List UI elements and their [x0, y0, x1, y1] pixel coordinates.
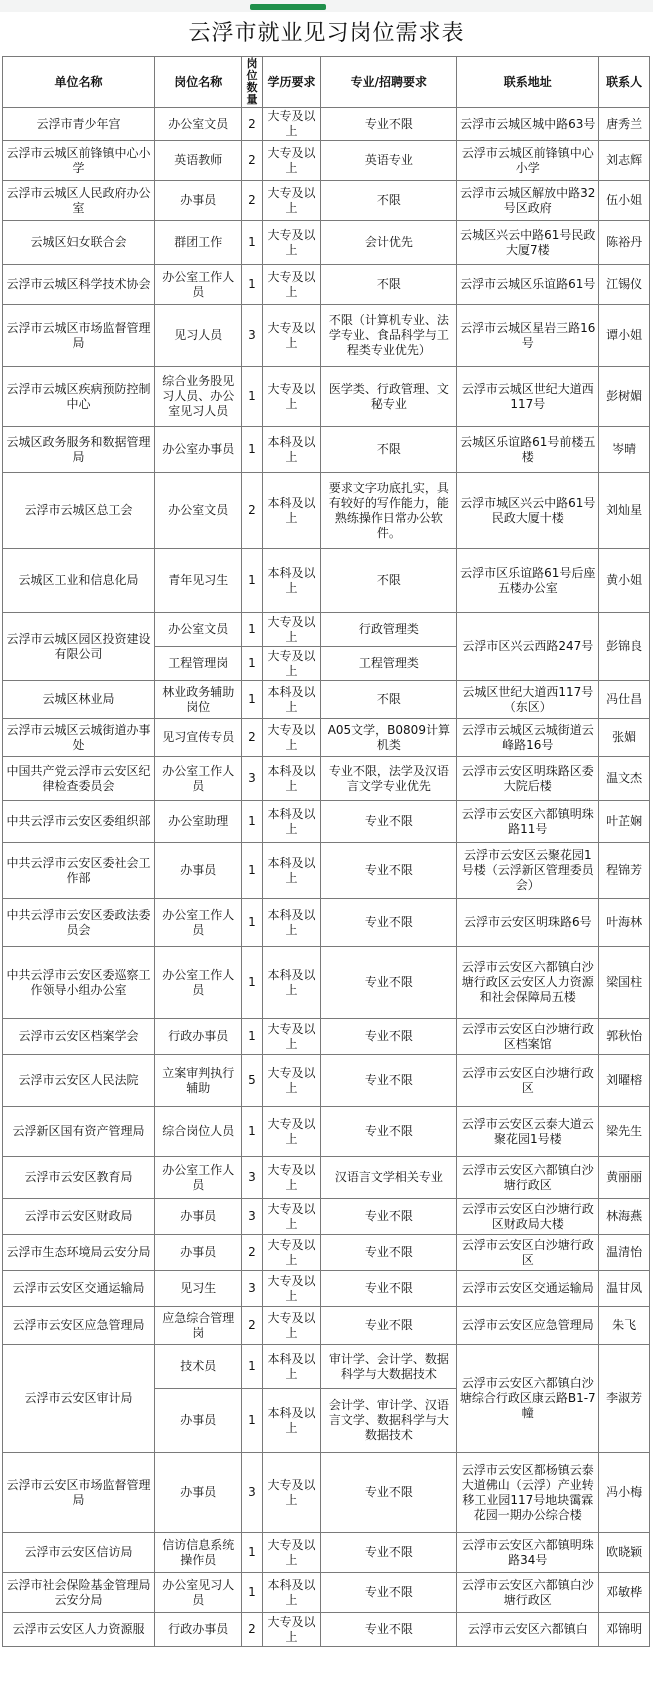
count-cell[interactable]: 1	[242, 947, 262, 1019]
post-cell[interactable]: 工程管理岗	[155, 647, 242, 681]
education-cell[interactable]: 大专及以上	[262, 613, 321, 647]
contact-cell[interactable]: 叶海林	[599, 899, 650, 947]
major-cell[interactable]: 审计学、会计学、数据科学与大数据技术	[321, 1345, 457, 1389]
header-contact: 联系人	[599, 57, 650, 108]
education-cell[interactable]: 大专及以上	[262, 221, 321, 265]
post-cell[interactable]: 办事员	[155, 1453, 242, 1533]
table-row	[3, 108, 650, 141]
contact-cell[interactable]: 唐秀兰	[599, 108, 650, 141]
major-cell[interactable]: 专业不限，法学及汉语言文学专业优先	[321, 757, 457, 801]
count-cell[interactable]: 5	[242, 1055, 262, 1107]
major-cell[interactable]: 专业不限	[321, 1573, 457, 1613]
unit-cell[interactable]: 中共云浮市云安区委社会工作部	[3, 843, 155, 899]
education-cell[interactable]: 本科及以上	[262, 1389, 321, 1453]
table-row	[3, 1453, 650, 1533]
contact-cell[interactable]: 梁国柱	[599, 947, 650, 1019]
table-row	[3, 757, 650, 801]
contact-cell[interactable]: 岑晴	[599, 427, 650, 473]
education-cell[interactable]: 大专及以上	[262, 1199, 321, 1235]
major-cell[interactable]: 工程管理类	[321, 647, 457, 681]
post-cell[interactable]: 办公室见习人员	[155, 1573, 242, 1613]
address-cell[interactable]: 云浮市云安区白沙塘行政区	[457, 1055, 599, 1107]
contact-cell[interactable]: 林海燕	[599, 1199, 650, 1235]
job-demand-table	[2, 56, 650, 1647]
education-cell[interactable]: 本科及以上	[262, 681, 321, 719]
major-cell[interactable]: 专业不限	[321, 1613, 457, 1647]
address-cell[interactable]: 云浮市云安区应急管理局	[457, 1307, 599, 1345]
count-cell[interactable]: 1	[242, 647, 262, 681]
post-cell[interactable]: 办公室文员	[155, 473, 242, 549]
contact-cell[interactable]: 郭秋怡	[599, 1019, 650, 1055]
table-row	[3, 1055, 650, 1107]
post-cell[interactable]: 技术员	[155, 1345, 242, 1389]
unit-cell[interactable]: 云浮市云城区市场监督管理局	[3, 305, 155, 367]
unit-cell[interactable]: 云浮市云安区交通运输局	[3, 1271, 155, 1307]
address-cell[interactable]: 云浮市云安区云聚花园1号楼（云浮新区管理委员会）	[457, 843, 599, 899]
major-cell[interactable]: 行政管理类	[321, 613, 457, 647]
address-cell[interactable]: 云城区乐谊路61号前楼五楼	[457, 427, 599, 473]
count-cell[interactable]: 3	[242, 1271, 262, 1307]
post-cell[interactable]: 行政办事员	[155, 1613, 242, 1647]
address-cell[interactable]: 云城区兴云中路61号民政大厦7楼	[457, 221, 599, 265]
post-cell[interactable]: 办公室助理	[155, 801, 242, 843]
contact-cell[interactable]: 程锦芳	[599, 843, 650, 899]
education-cell[interactable]: 大专及以上	[262, 1157, 321, 1199]
address-cell[interactable]: 云浮市城区兴云中路61号民政大厦十楼	[457, 473, 599, 549]
education-cell[interactable]: 大专及以上	[262, 1613, 321, 1647]
table-row	[3, 947, 650, 1019]
address-cell[interactable]: 云浮市云安区六都镇白沙塘行政区云安区人力资源和社会保障局五楼	[457, 947, 599, 1019]
count-cell[interactable]: 1	[242, 367, 262, 427]
address-cell[interactable]: 云浮市云城区世纪大道西117号	[457, 367, 599, 427]
unit-cell[interactable]: 云浮市云安区人民法院	[3, 1055, 155, 1107]
unit-cell[interactable]: 云浮市云安区人力资源服	[3, 1613, 155, 1647]
education-cell[interactable]: 本科及以上	[262, 1345, 321, 1389]
major-cell[interactable]: 专业不限	[321, 1453, 457, 1533]
address-cell[interactable]: 云浮市云安区六都镇白	[457, 1613, 599, 1647]
contact-cell[interactable]: 叶芷娴	[599, 801, 650, 843]
major-cell[interactable]: 医学类、行政管理、文秘专业	[321, 367, 457, 427]
count-cell[interactable]: 2	[242, 1307, 262, 1345]
address-cell[interactable]: 云浮市云城区解放中路32号区政府	[457, 181, 599, 221]
education-cell[interactable]: 本科及以上	[262, 473, 321, 549]
post-cell[interactable]: 综合业务股见习人员、办公室见习人员	[155, 367, 242, 427]
count-cell[interactable]: 1	[242, 1345, 262, 1389]
major-cell[interactable]: 会计学、审计学、汉语言文学、数据科学与大数据技术	[321, 1389, 457, 1453]
post-cell[interactable]: 办事员	[155, 181, 242, 221]
address-cell[interactable]: 云浮市云安区明珠路区委大院后楼	[457, 757, 599, 801]
post-cell[interactable]: 办事员	[155, 1235, 242, 1271]
count-cell[interactable]: 1	[242, 1533, 262, 1573]
major-cell[interactable]: 专业不限	[321, 1533, 457, 1573]
education-cell[interactable]: 大专及以上	[262, 1019, 321, 1055]
education-cell[interactable]: 本科及以上	[262, 757, 321, 801]
contact-cell[interactable]: 冯仕昌	[599, 681, 650, 719]
address-cell[interactable]: 云浮市云安区明珠路6号	[457, 899, 599, 947]
count-cell[interactable]: 1	[242, 899, 262, 947]
address-cell[interactable]: 云浮市云安区都杨镇云泰大道佛山（云浮）产业转移工业园117号地块霭霖花园一期办公综合楼	[457, 1453, 599, 1533]
post-cell[interactable]: 英语教师	[155, 141, 242, 181]
count-cell[interactable]: 2	[242, 473, 262, 549]
post-cell[interactable]: 信访信息系统操作员	[155, 1533, 242, 1573]
unit-cell[interactable]: 云浮市社会保险基金管理局云安分局	[3, 1573, 155, 1613]
education-cell[interactable]: 大专及以上	[262, 1235, 321, 1271]
education-cell[interactable]: 本科及以上	[262, 843, 321, 899]
header-unit: 单位名称	[3, 57, 155, 108]
count-cell[interactable]: 3	[242, 305, 262, 367]
unit-cell[interactable]: 云浮市云城区疾病预防控制中心	[3, 367, 155, 427]
table-row	[3, 1533, 650, 1573]
major-cell[interactable]: 专业不限	[321, 947, 457, 1019]
education-cell[interactable]: 大专及以上	[262, 1271, 321, 1307]
major-cell[interactable]: 不限（计算机专业、法学专业、食品科学与工程类专业优先）	[321, 305, 457, 367]
table-row	[3, 367, 650, 427]
education-cell[interactable]: 本科及以上	[262, 1573, 321, 1613]
table-row	[3, 1271, 650, 1307]
contact-cell[interactable]: 刘灿星	[599, 473, 650, 549]
unit-cell[interactable]: 中国共产党云浮市云安区纪律检查委员会	[3, 757, 155, 801]
contact-cell[interactable]: 邓敏桦	[599, 1573, 650, 1613]
major-cell[interactable]: 专业不限	[321, 801, 457, 843]
count-cell[interactable]: 1	[242, 681, 262, 719]
table-row	[3, 473, 650, 549]
header-post: 岗位名称	[155, 57, 242, 108]
post-cell[interactable]: 办事员	[155, 1389, 242, 1453]
address-cell[interactable]: 云浮市云城区前锋镇中心小学	[457, 141, 599, 181]
contact-cell[interactable]: 温文杰	[599, 757, 650, 801]
education-cell[interactable]: 大专及以上	[262, 265, 321, 305]
address-cell[interactable]: 云浮市区乐谊路61号后座五楼办公室	[457, 549, 599, 613]
unit-cell[interactable]: 中共云浮市云安区委巡察工作领导小组办公室	[3, 947, 155, 1019]
address-cell[interactable]: 云浮市云城区城中路63号	[457, 108, 599, 141]
unit-cell[interactable]: 云浮市云安区审计局	[3, 1345, 155, 1453]
count-cell[interactable]: 1	[242, 613, 262, 647]
major-cell[interactable]: 专业不限	[321, 843, 457, 899]
education-cell[interactable]: 大专及以上	[262, 108, 321, 141]
table-row	[3, 843, 650, 899]
unit-cell[interactable]: 云浮市云城区园区投资建设有限公司	[3, 613, 155, 681]
contact-cell[interactable]: 朱飞	[599, 1307, 650, 1345]
post-cell[interactable]: 办公室办事员	[155, 427, 242, 473]
post-cell[interactable]: 见习人员	[155, 305, 242, 367]
contact-cell[interactable]: 冯小梅	[599, 1453, 650, 1533]
contact-cell[interactable]: 彭锦良	[599, 613, 650, 681]
education-cell[interactable]: 本科及以上	[262, 801, 321, 843]
address-cell[interactable]: 云浮市云安区六都镇白沙塘行政区	[457, 1157, 599, 1199]
education-cell[interactable]: 本科及以上	[262, 549, 321, 613]
major-cell[interactable]: 专业不限	[321, 1235, 457, 1271]
count-cell[interactable]: 1	[242, 1019, 262, 1055]
address-cell[interactable]: 云城区世纪大道西117号（东区）	[457, 681, 599, 719]
active-sheet-tab[interactable]	[250, 4, 326, 10]
education-cell[interactable]: 大专及以上	[262, 141, 321, 181]
post-cell[interactable]: 见习宣传专员	[155, 719, 242, 757]
contact-cell[interactable]: 伍小姐	[599, 181, 650, 221]
table-row	[3, 181, 650, 221]
contact-cell[interactable]: 邓锦明	[599, 1613, 650, 1647]
table-row	[3, 265, 650, 305]
table-row	[3, 221, 650, 265]
unit-cell[interactable]: 云浮市云城区总工会	[3, 473, 155, 549]
major-cell[interactable]: 不限	[321, 265, 457, 305]
major-cell[interactable]: 要求文字功底扎实，具有较好的写作能力，能熟练操作日常办公软件。	[321, 473, 457, 549]
address-cell[interactable]: 云浮市云城区星岩三路16号	[457, 305, 599, 367]
major-cell[interactable]: 专业不限	[321, 1107, 457, 1157]
table-row	[3, 719, 650, 757]
table-row	[3, 899, 650, 947]
major-cell[interactable]: 汉语言文学相关专业	[321, 1157, 457, 1199]
table-row	[3, 1307, 650, 1345]
table-row	[3, 427, 650, 473]
unit-cell[interactable]: 云城区政务服务和数据管理局	[3, 427, 155, 473]
contact-cell[interactable]: 李淑芳	[599, 1345, 650, 1453]
header-count: 岗位数量	[242, 57, 262, 108]
count-cell[interactable]: 1	[242, 843, 262, 899]
education-cell[interactable]: 大专及以上	[262, 305, 321, 367]
table-row	[3, 681, 650, 719]
table-row	[3, 1573, 650, 1613]
post-cell[interactable]: 办公室文员	[155, 108, 242, 141]
count-cell[interactable]: 2	[242, 108, 262, 141]
table-row	[3, 1157, 650, 1199]
unit-cell[interactable]: 中共云浮市云安区委组织部	[3, 801, 155, 843]
address-cell[interactable]: 云浮市云安区云泰大道云聚花园1号楼	[457, 1107, 599, 1157]
contact-cell[interactable]: 刘志辉	[599, 141, 650, 181]
header-address: 联系地址	[457, 57, 599, 108]
count-cell[interactable]: 1	[242, 801, 262, 843]
education-cell[interactable]: 本科及以上	[262, 427, 321, 473]
count-cell[interactable]: 1	[242, 221, 262, 265]
contact-cell[interactable]: 温甘凤	[599, 1271, 650, 1307]
table-row	[3, 549, 650, 613]
contact-cell[interactable]: 刘曜榕	[599, 1055, 650, 1107]
address-cell[interactable]: 云浮市云安区白沙塘行政区	[457, 1235, 599, 1271]
major-cell[interactable]: 专业不限	[321, 108, 457, 141]
unit-cell[interactable]: 云浮市云安区档案学会	[3, 1019, 155, 1055]
unit-cell[interactable]: 云城区妇女联合会	[3, 221, 155, 265]
contact-cell[interactable]: 张媚	[599, 719, 650, 757]
major-cell[interactable]: 不限	[321, 681, 457, 719]
contact-cell[interactable]: 彭树媚	[599, 367, 650, 427]
unit-cell[interactable]: 中共云浮市云安区委政法委员会	[3, 899, 155, 947]
post-cell[interactable]: 综合岗位人员	[155, 1107, 242, 1157]
address-cell[interactable]: 云浮市云城区云城街道云峰路16号	[457, 719, 599, 757]
post-cell[interactable]: 行政办事员	[155, 1019, 242, 1055]
education-cell[interactable]: 大专及以上	[262, 1453, 321, 1533]
table-row	[3, 1199, 650, 1235]
major-cell[interactable]: 会计优先	[321, 221, 457, 265]
contact-cell[interactable]: 黄丽丽	[599, 1157, 650, 1199]
education-cell[interactable]: 大专及以上	[262, 647, 321, 681]
post-cell[interactable]: 群团工作	[155, 221, 242, 265]
unit-cell[interactable]: 云浮新区国有资产管理局	[3, 1107, 155, 1157]
unit-cell[interactable]: 云浮市云安区市场监督管理局	[3, 1453, 155, 1533]
header-major: 专业/招聘要求	[321, 57, 457, 108]
major-cell[interactable]: 专业不限	[321, 1055, 457, 1107]
table-row	[3, 1019, 650, 1055]
count-cell[interactable]: 2	[242, 141, 262, 181]
count-cell[interactable]: 1	[242, 1389, 262, 1453]
education-cell[interactable]: 大专及以上	[262, 1307, 321, 1345]
count-cell[interactable]: 2	[242, 1235, 262, 1271]
address-cell[interactable]: 云浮市云安区白沙塘行政区财政局大楼	[457, 1199, 599, 1235]
table-row	[3, 1235, 650, 1271]
post-cell[interactable]: 办公室工作人员	[155, 947, 242, 1019]
post-cell[interactable]: 办事员	[155, 843, 242, 899]
count-cell[interactable]: 2	[242, 719, 262, 757]
table-row	[3, 141, 650, 181]
post-cell[interactable]: 办公室工作人员	[155, 265, 242, 305]
major-cell[interactable]: 不限	[321, 549, 457, 613]
count-cell[interactable]: 3	[242, 1453, 262, 1533]
count-cell[interactable]: 1	[242, 1107, 262, 1157]
unit-cell[interactable]: 云浮市云安区信访局	[3, 1533, 155, 1573]
count-cell[interactable]: 2	[242, 181, 262, 221]
table-row	[3, 801, 650, 843]
unit-cell[interactable]: 云浮市云城区科学技术协会	[3, 265, 155, 305]
post-cell[interactable]: 办公室工作人员	[155, 757, 242, 801]
address-cell[interactable]: 云浮市云安区六都镇白沙塘综合行政区康云路B1-7幢	[457, 1345, 599, 1453]
major-cell[interactable]: 不限	[321, 427, 457, 473]
major-cell[interactable]: 专业不限	[321, 1019, 457, 1055]
address-cell[interactable]: 云浮市云安区六都镇明珠路34号	[457, 1533, 599, 1573]
unit-cell[interactable]: 云浮市云安区应急管理局	[3, 1307, 155, 1345]
count-cell[interactable]: 2	[242, 1613, 262, 1647]
header-row	[3, 57, 650, 108]
major-cell[interactable]: 不限	[321, 181, 457, 221]
education-cell[interactable]: 本科及以上	[262, 947, 321, 1019]
education-cell[interactable]: 大专及以上	[262, 181, 321, 221]
contact-cell[interactable]: 温清怡	[599, 1235, 650, 1271]
major-cell[interactable]: A05文学，B0809计算机类	[321, 719, 457, 757]
table-row	[3, 613, 650, 647]
contact-cell[interactable]: 欧晓颖	[599, 1533, 650, 1573]
unit-cell[interactable]: 云浮市生态环境局云安分局	[3, 1235, 155, 1271]
post-cell[interactable]: 办公室工作人员	[155, 899, 242, 947]
post-cell[interactable]: 办事员	[155, 1199, 242, 1235]
count-cell[interactable]: 3	[242, 1157, 262, 1199]
address-cell[interactable]: 云浮市云安区六都镇白沙塘行政区	[457, 1573, 599, 1613]
count-cell[interactable]: 1	[242, 265, 262, 305]
contact-cell[interactable]: 陈裕丹	[599, 221, 650, 265]
post-cell[interactable]: 青年见习生	[155, 549, 242, 613]
count-cell[interactable]: 1	[242, 549, 262, 613]
contact-cell[interactable]: 梁先生	[599, 1107, 650, 1157]
contact-cell[interactable]: 黄小姐	[599, 549, 650, 613]
sheet-tab-strip	[0, 0, 653, 12]
address-cell[interactable]: 云浮市云安区白沙塘行政区档案馆	[457, 1019, 599, 1055]
count-cell[interactable]: 1	[242, 1573, 262, 1613]
education-cell[interactable]: 本科及以上	[262, 899, 321, 947]
unit-cell[interactable]: 云浮市云城区人民政府办公室	[3, 181, 155, 221]
count-cell[interactable]: 1	[242, 427, 262, 473]
unit-cell[interactable]: 云浮市云城区云城街道办事处	[3, 719, 155, 757]
unit-cell[interactable]: 云浮市云安区财政局	[3, 1199, 155, 1235]
table-row	[3, 1107, 650, 1157]
count-cell[interactable]: 3	[242, 1199, 262, 1235]
major-cell[interactable]: 专业不限	[321, 1199, 457, 1235]
table-row	[3, 305, 650, 367]
major-cell[interactable]: 专业不限	[321, 1271, 457, 1307]
unit-cell[interactable]: 云城区林业局	[3, 681, 155, 719]
education-cell[interactable]: 大专及以上	[262, 1107, 321, 1157]
address-cell[interactable]: 云浮市云安区交通运输局	[457, 1271, 599, 1307]
page-title: 云浮市就业见习岗位需求表	[188, 21, 465, 46]
unit-cell[interactable]: 云浮市云城区前锋镇中心小学	[3, 141, 155, 181]
table-row	[3, 1613, 650, 1647]
major-cell[interactable]: 英语专业	[321, 141, 457, 181]
table-row	[3, 1345, 650, 1389]
education-cell[interactable]: 大专及以上	[262, 367, 321, 427]
address-cell[interactable]: 云浮市区兴云西路247号	[457, 613, 599, 681]
unit-cell[interactable]: 云浮市青少年宫	[3, 108, 155, 141]
major-cell[interactable]: 专业不限	[321, 1307, 457, 1345]
education-cell[interactable]: 大专及以上	[262, 1533, 321, 1573]
header-education: 学历要求	[262, 57, 321, 108]
post-cell[interactable]: 林业政务辅助岗位	[155, 681, 242, 719]
major-cell[interactable]: 专业不限	[321, 899, 457, 947]
contact-cell[interactable]: 江锡仪	[599, 265, 650, 305]
post-cell[interactable]: 见习生	[155, 1271, 242, 1307]
post-cell[interactable]: 办公室工作人员	[155, 1157, 242, 1199]
unit-cell[interactable]: 云浮市云安区教育局	[3, 1157, 155, 1199]
contact-cell[interactable]: 谭小姐	[599, 305, 650, 367]
education-cell[interactable]: 大专及以上	[262, 719, 321, 757]
post-cell[interactable]: 立案审判执行辅助	[155, 1055, 242, 1107]
post-cell[interactable]: 办公室文员	[155, 613, 242, 647]
count-cell[interactable]: 3	[242, 757, 262, 801]
education-cell[interactable]: 大专及以上	[262, 1055, 321, 1107]
address-cell[interactable]: 云浮市云城区乐谊路61号	[457, 265, 599, 305]
address-cell[interactable]: 云浮市云安区六都镇明珠路11号	[457, 801, 599, 843]
unit-cell[interactable]: 云城区工业和信息化局	[3, 549, 155, 613]
post-cell[interactable]: 应急综合管理岗	[155, 1307, 242, 1345]
